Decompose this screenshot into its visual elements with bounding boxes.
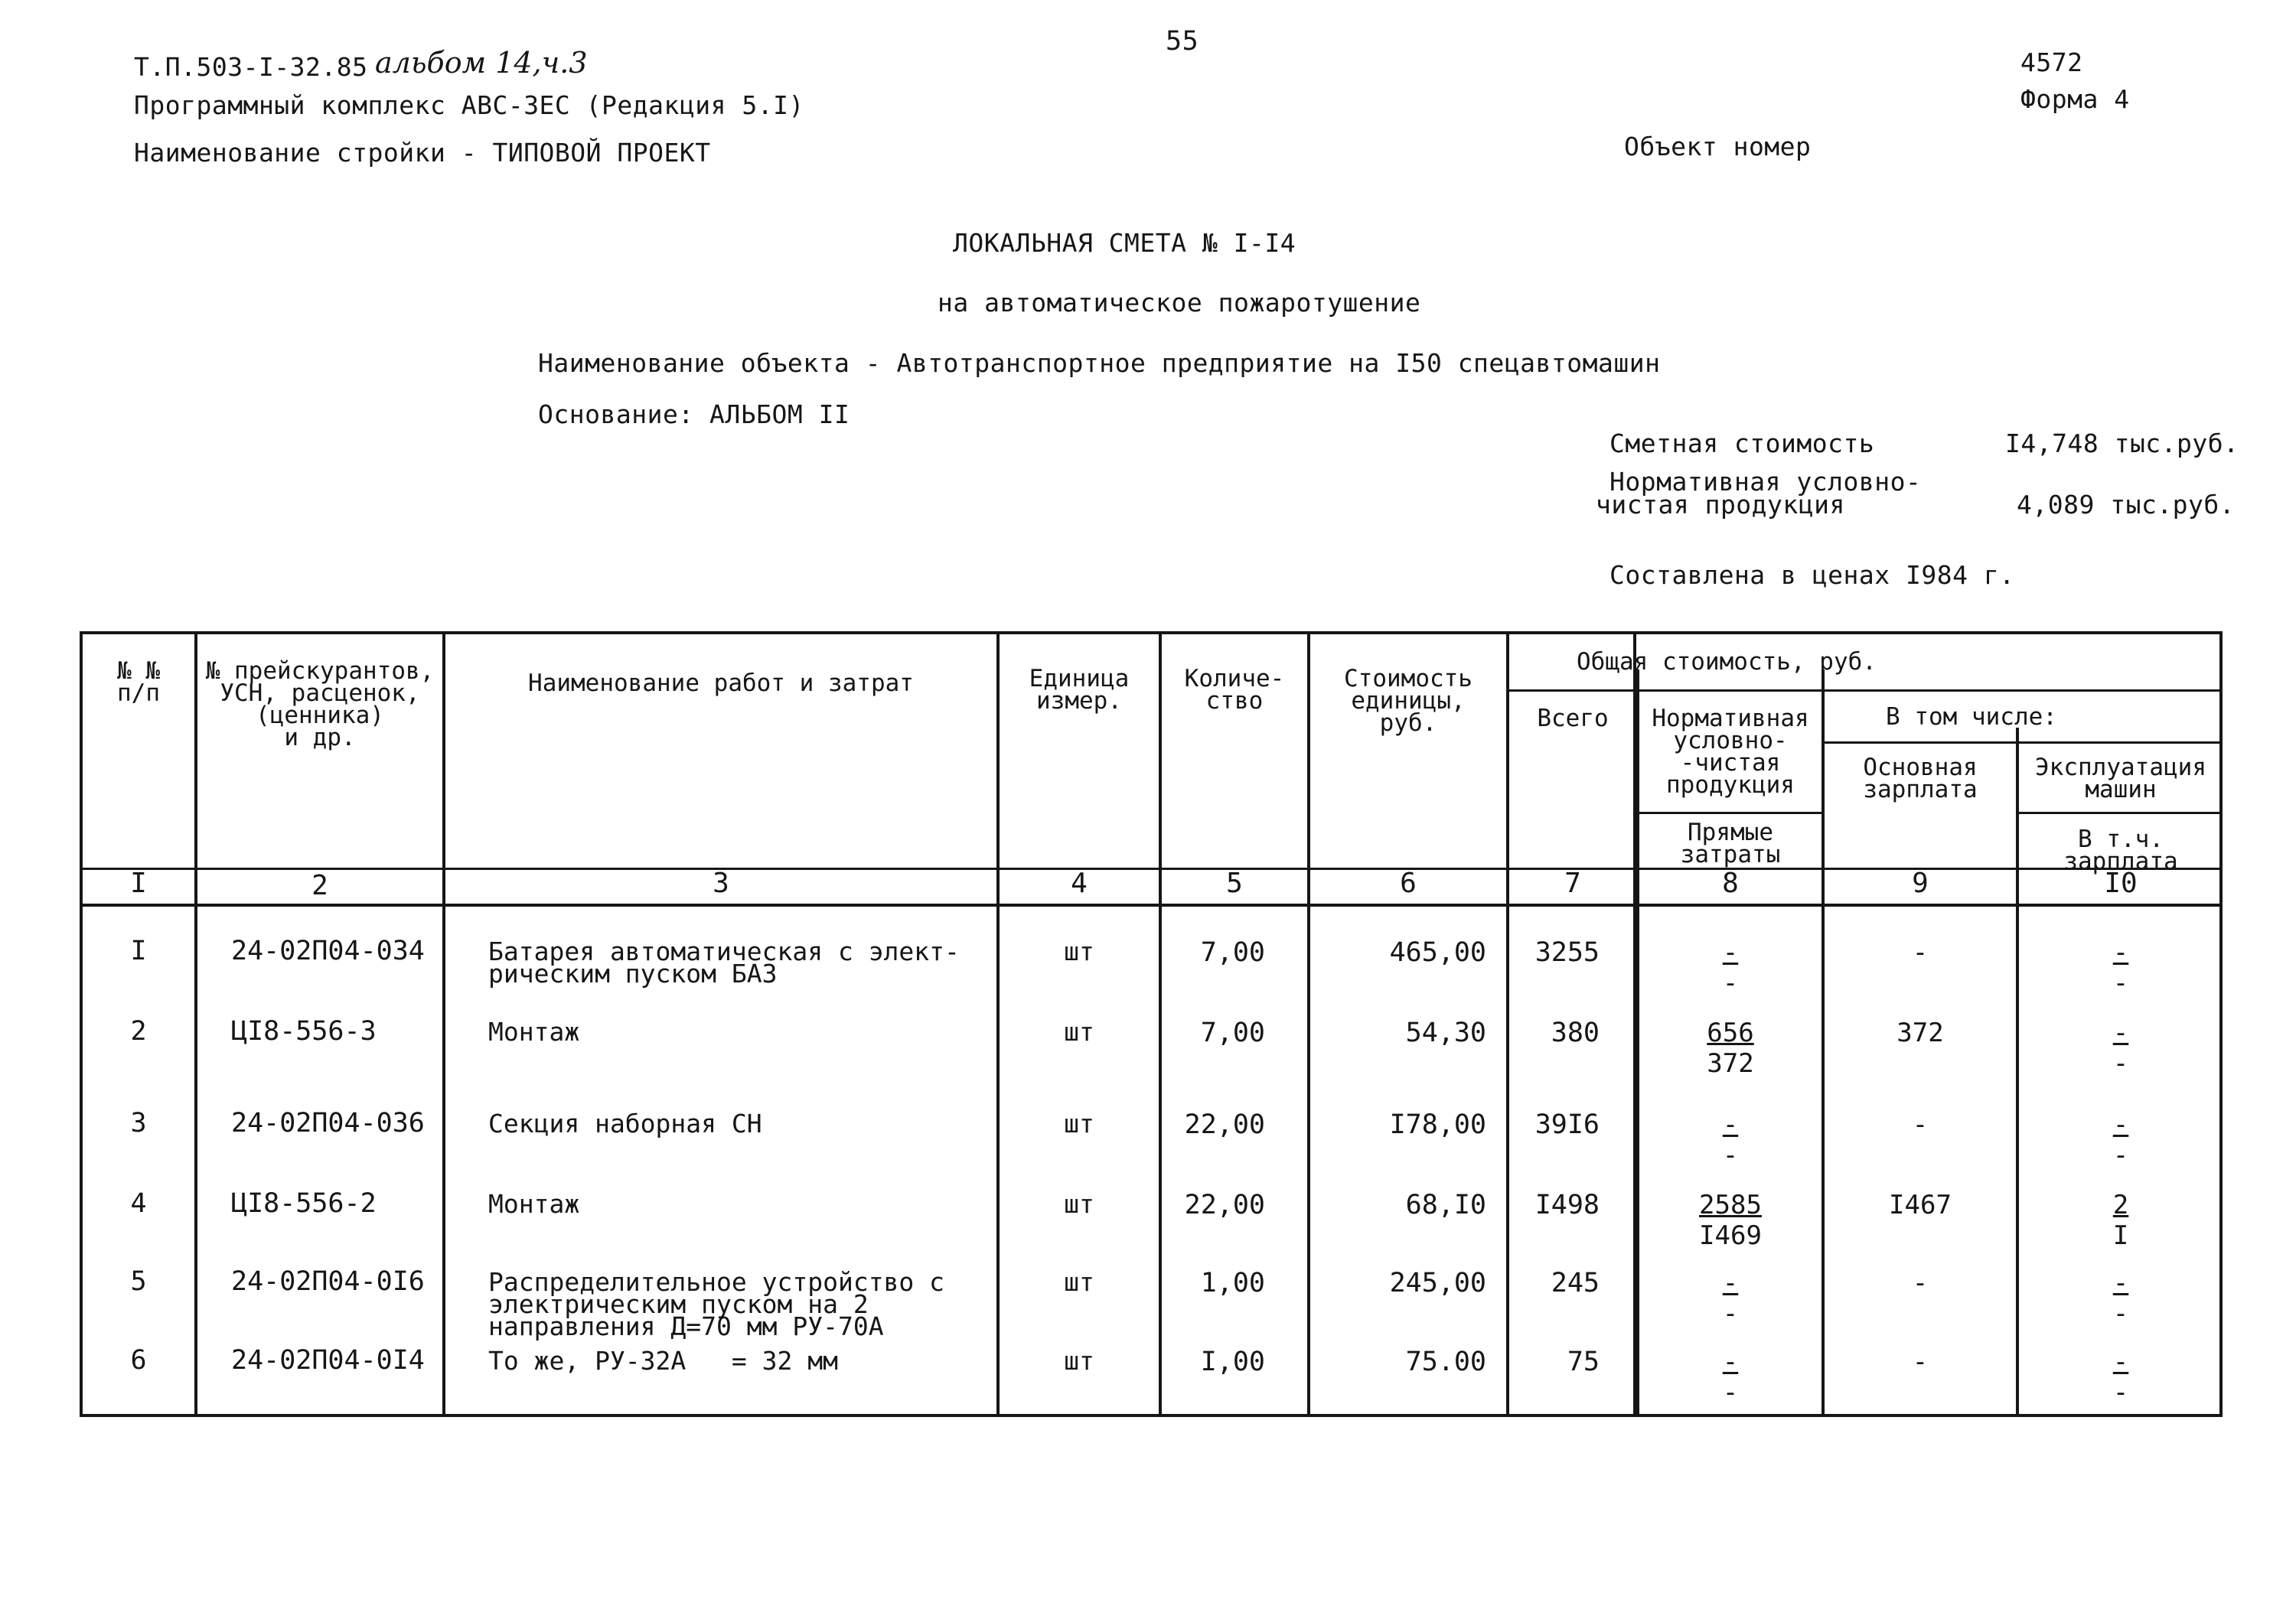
normative-value-top: - [1722, 1109, 1739, 1140]
price-list-code: 24-02П04-034 [231, 936, 425, 966]
price-list-code: 24-02П04-0I6 [231, 1266, 425, 1297]
unit: шт [1064, 937, 1094, 966]
direct-costs-value: - [1722, 1377, 1739, 1408]
row-number: I [130, 936, 147, 966]
price-list-code: ЦI8-556-2 [231, 1188, 377, 1219]
form-label: Форма 4 [2020, 84, 2130, 114]
machine-operation-value: - [2112, 1268, 2129, 1298]
header-including-group: В том числе: [1886, 703, 2057, 731]
unit-cost: 465,00 [1389, 937, 1486, 968]
machine-wage-value: - [2112, 1298, 2129, 1329]
price-list-code: 24-02П04-0I4 [231, 1345, 425, 1376]
price-list-code: 24-02П04-036 [231, 1108, 425, 1139]
album-handwritten-note: альбом 14,ч.3 [375, 46, 588, 80]
header-machine-operation: Эксплуатация машин [2035, 754, 2206, 803]
work-name: Монтаж [488, 1189, 580, 1219]
base-wage: 372 [1896, 1018, 1944, 1048]
header-work-name: Наименование работ и затрат [528, 669, 914, 697]
estimate-table [80, 631, 2223, 1417]
column-number: 4 [1071, 868, 1088, 899]
column-number: 2 [311, 870, 328, 901]
estimate-title: ЛОКАЛЬНАЯ СМЕТА № I-I4 [953, 228, 1296, 258]
column-number: 5 [1226, 868, 1243, 899]
sheet-code: 4572 [2020, 47, 2083, 77]
quantity: 22,00 [1184, 1109, 1265, 1140]
estimate-subtitle: на автоматическое пожаротушение [938, 288, 1421, 318]
total-cost: 245 [1551, 1268, 1600, 1298]
header-base-wage: Основная зарплата [1863, 754, 1978, 803]
work-name: Секция наборная СН [488, 1109, 762, 1139]
header-total-cost-group: Общая стоимость, руб. [1577, 648, 1877, 676]
base-wage: - [1912, 937, 1929, 968]
machine-operation-value: - [2112, 1018, 2129, 1048]
machine-operation-value: 2 [2112, 1190, 2129, 1220]
object-number-label: Объект номер [1624, 132, 1812, 161]
machine-wage-value: - [2112, 968, 2129, 998]
row-number: 3 [130, 1108, 147, 1139]
row-number: 6 [130, 1345, 147, 1376]
machine-wage-value: - [2112, 1140, 2129, 1171]
header-row-number: № № п/п [117, 657, 160, 707]
header-unit: Единица измер. [1029, 665, 1130, 715]
machine-wage-value: - [2112, 1048, 2129, 1079]
object-name: Наименование объекта - Автотранспортное предприятие на I50 спецавтомашин [538, 348, 1661, 378]
price-list-code: ЦI8-556-3 [231, 1016, 377, 1047]
direct-costs-value: - [1722, 1140, 1739, 1171]
total-cost: 3255 [1534, 937, 1600, 968]
unit-cost: 68,I0 [1405, 1190, 1486, 1220]
total-cost: I498 [1534, 1190, 1600, 1220]
machine-wage-value: - [2112, 1377, 2129, 1408]
work-name: Батарея автоматическая с элект- рическим пуском БАЗ [488, 937, 960, 989]
unit: шт [1064, 1267, 1094, 1297]
machine-operation-value: - [2112, 937, 2129, 968]
normative-value-top: - [1722, 937, 1739, 968]
work-name: Монтаж [488, 1017, 580, 1047]
page-number: 55 [1166, 26, 1199, 57]
quantity: 1,00 [1200, 1268, 1265, 1298]
column-number: I [130, 868, 147, 899]
work-name: Распределительное устройство с электрическим пуском на 2 направления Д=70 мм РУ-70А [488, 1267, 945, 1341]
machine-operation-value: - [2112, 1109, 2129, 1140]
quantity: 22,00 [1184, 1190, 1265, 1220]
estimate-cost-value: I4,748 тыс.руб. [2005, 428, 2239, 458]
unit: шт [1064, 1109, 1094, 1139]
machine-wage-value: I [2112, 1220, 2129, 1251]
direct-costs-value: - [1722, 1298, 1739, 1329]
direct-costs-value: I469 [1699, 1220, 1762, 1251]
machine-operation-value: - [2112, 1347, 2129, 1377]
unit-cost: 75.00 [1405, 1347, 1486, 1377]
total-cost: 39I6 [1534, 1109, 1600, 1140]
quantity: 7,00 [1200, 1018, 1265, 1048]
row-number: 5 [130, 1266, 147, 1297]
work-name: То же, РУ-32А = 32 мм [488, 1346, 838, 1376]
row-number: 2 [130, 1016, 147, 1047]
total-cost: 380 [1551, 1018, 1600, 1048]
base-wage: - [1912, 1268, 1929, 1298]
estimate-cost-label: Сметная стоимость [1609, 428, 1875, 458]
column-number: 7 [1564, 868, 1581, 899]
header-direct-costs: Прямые затраты [1680, 819, 1781, 868]
prices-note: Составлена в ценах I984 г. [1609, 560, 2015, 590]
basis-line: Основание: АЛЬБОМ II [538, 399, 850, 429]
direct-costs-value: 372 [1707, 1048, 1754, 1079]
direct-costs-value: - [1722, 968, 1739, 998]
normative-value-top: 2585 [1699, 1190, 1762, 1220]
unit-cost: 245,00 [1389, 1268, 1486, 1298]
column-number: I0 [2104, 868, 2138, 899]
document-code: Т.П.503-I-32.85 [134, 52, 368, 82]
normative-value-top: 656 [1707, 1018, 1754, 1048]
normative-value-top: - [1722, 1347, 1739, 1377]
header-unit-cost: Стоимость единицы, руб. [1344, 665, 1473, 737]
unit: шт [1064, 1017, 1094, 1047]
header-normative-production: Нормативная условно- -чистая продукция [1652, 705, 1809, 799]
column-number: 8 [1722, 868, 1739, 899]
row-number: 4 [130, 1188, 147, 1219]
column-number: 9 [1912, 868, 1929, 899]
quantity: I,00 [1200, 1347, 1265, 1377]
unit-cost: 54,30 [1405, 1018, 1486, 1048]
construction-name: Наименование стройки - ТИПОВОЙ ПРОЕКТ [134, 138, 711, 168]
normative-value: 4,089 тыс.руб. [2017, 490, 2236, 520]
base-wage: - [1912, 1109, 1929, 1140]
quantity: 7,00 [1200, 937, 1265, 968]
unit: шт [1064, 1346, 1094, 1376]
normative-value-top: - [1722, 1268, 1739, 1298]
base-wage: - [1912, 1347, 1929, 1377]
base-wage: I467 [1889, 1190, 1952, 1220]
header-price-list-number: № прейскурантов, УСН, расценок, (ценника) и др. [205, 657, 435, 751]
column-number: 6 [1400, 868, 1417, 899]
header-quantity: Количе- ство [1184, 665, 1285, 715]
total-cost: 75 [1567, 1347, 1600, 1377]
unit-cost: I78,00 [1389, 1109, 1486, 1140]
header-total: Всего [1537, 705, 1609, 732]
column-number: 3 [713, 868, 729, 899]
program-line: Программный комплекс АВС-ЗЕС (Редакция 5.I) [134, 90, 804, 120]
normative-label-line1: Нормативная условно- [1609, 467, 1922, 497]
normative-label-line2: чистая продукция [1596, 490, 1845, 520]
unit: шт [1064, 1189, 1094, 1219]
header-machine-wage: В т.ч. зарплата [2063, 826, 2178, 875]
